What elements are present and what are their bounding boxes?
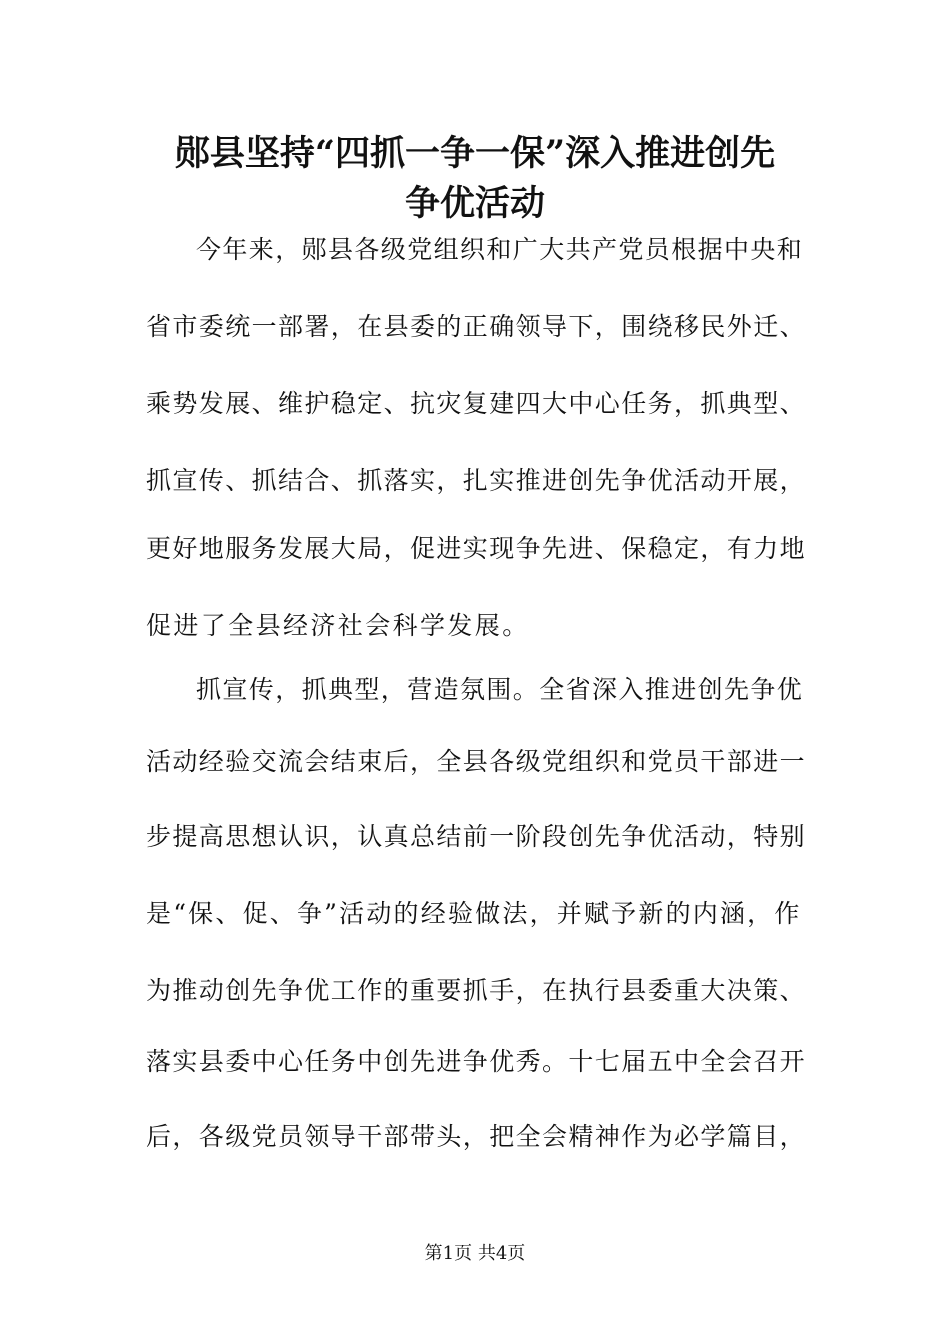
paragraph-line: 乘势发展、维护稳定、抗灾复建四大中心任务，抓典型、 — [146, 389, 807, 418]
paragraph-line: 今年来，郧县各级党组织和广大共产党员根据中央和 — [196, 235, 804, 264]
page-footer: 第1页 共4页 — [424, 1243, 526, 1264]
paragraph-line: 是“保、促、争”活动的经验做法，并赋予新的内涵，作 — [146, 899, 802, 928]
paragraph-line: 省市委统一部署，在县委的正确领导下，围绕移民外迁、 — [146, 312, 807, 341]
document-title-line-2: 争优活动 — [404, 183, 545, 224]
paragraph-line: 促进了全县经济社会科学发展。 — [146, 611, 530, 640]
paragraph-line: 落实县委中心任务中创先进争优秀。十七届五中全会召开 — [146, 1047, 807, 1076]
paragraph-line: 抓宣传、抓结合、抓落实，扎实推进创先争优活动开展， — [146, 466, 807, 495]
paragraph-line: 步提高思想认识，认真总结前一阶段创先争优活动，特别 — [146, 822, 807, 851]
paragraph-line: 后，各级党员领导干部带头，把全会精神作为必学篇目， — [146, 1122, 807, 1151]
paragraph-line: 更好地服务发展大局，促进实现争先进、保稳定，有力地 — [146, 534, 807, 563]
paragraph-line: 为推动创先争优工作的重要抓手，在执行县委重大决策、 — [146, 976, 807, 1005]
paragraph-line: 抓宣传，抓典型，营造氛围。全省深入推进创先争优 — [196, 675, 804, 704]
document-title-line-1: 郧县坚持“四抓一争一保”深入推进创先 — [174, 133, 776, 174]
paragraph-line: 活动经验交流会结束后，全县各级党组织和党员干部进一 — [146, 747, 807, 776]
